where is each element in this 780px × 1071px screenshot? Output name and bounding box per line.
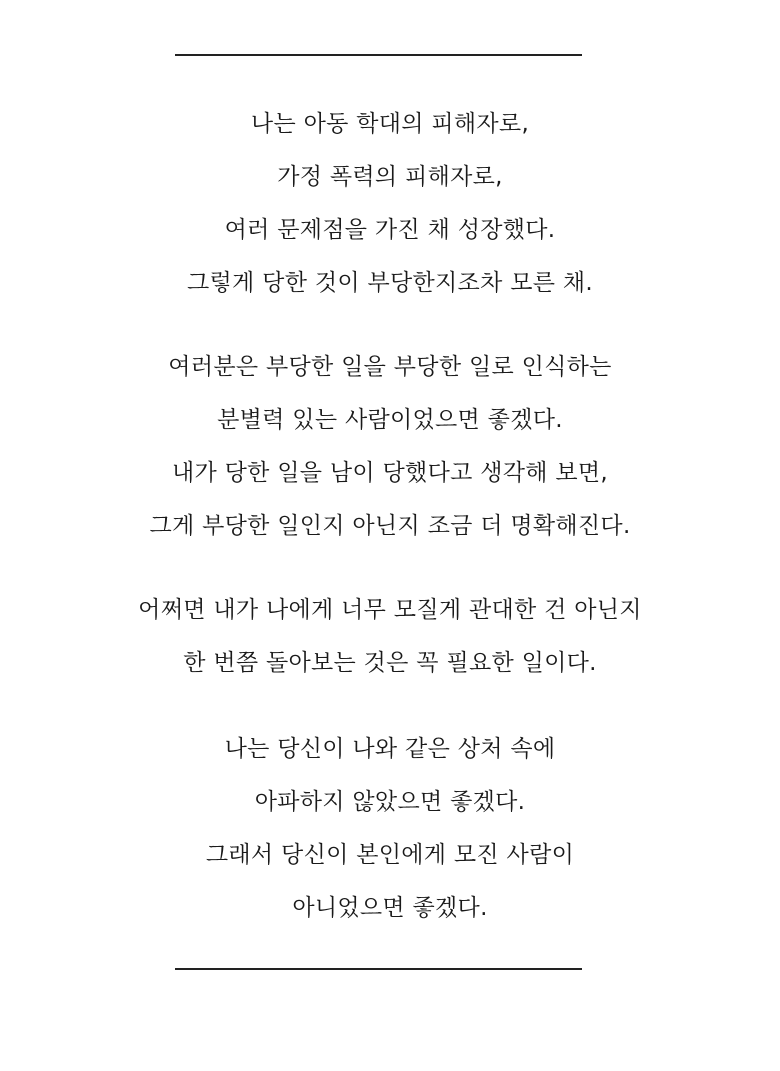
poem-line: 여러 문제점을 가진 채 성장했다. — [224, 217, 556, 243]
poem-line: 나는 당신이 나와 같은 상처 속에 — [224, 736, 556, 762]
poem-line: 아니었으면 좋겠다. — [292, 895, 488, 921]
poem-line: 그게 부당한 일인지 아닌지 조금 더 명확해진다. — [149, 513, 631, 539]
top-divider — [175, 54, 582, 56]
poem-line: 가정 폭력의 피해자로, — [277, 164, 503, 190]
poem-line: 그래서 당신이 본인에게 모진 사람이 — [205, 842, 575, 868]
poem-line: 어쩌면 내가 나에게 너무 모질게 관대한 건 아닌지 — [138, 597, 642, 623]
poem-line: 여러분은 부당한 일을 부당한 일로 인식하는 — [168, 354, 612, 380]
poem-line: 한 번쯤 돌아보는 것은 꼭 필요한 일이다. — [183, 650, 597, 676]
poem-line: 나는 아동 학대의 피해자로, — [250, 111, 530, 137]
poem-line: 아파하지 않았으면 좋겠다. — [254, 789, 526, 815]
poem-line: 그렇게 당한 것이 부당한지조차 모른 채. — [187, 270, 593, 296]
poem-line: 내가 당한 일을 남이 당했다고 생각해 보면, — [171, 460, 609, 486]
poem-line: 분별력 있는 사람이었으면 좋겠다. — [217, 407, 563, 433]
bottom-divider — [175, 968, 582, 970]
